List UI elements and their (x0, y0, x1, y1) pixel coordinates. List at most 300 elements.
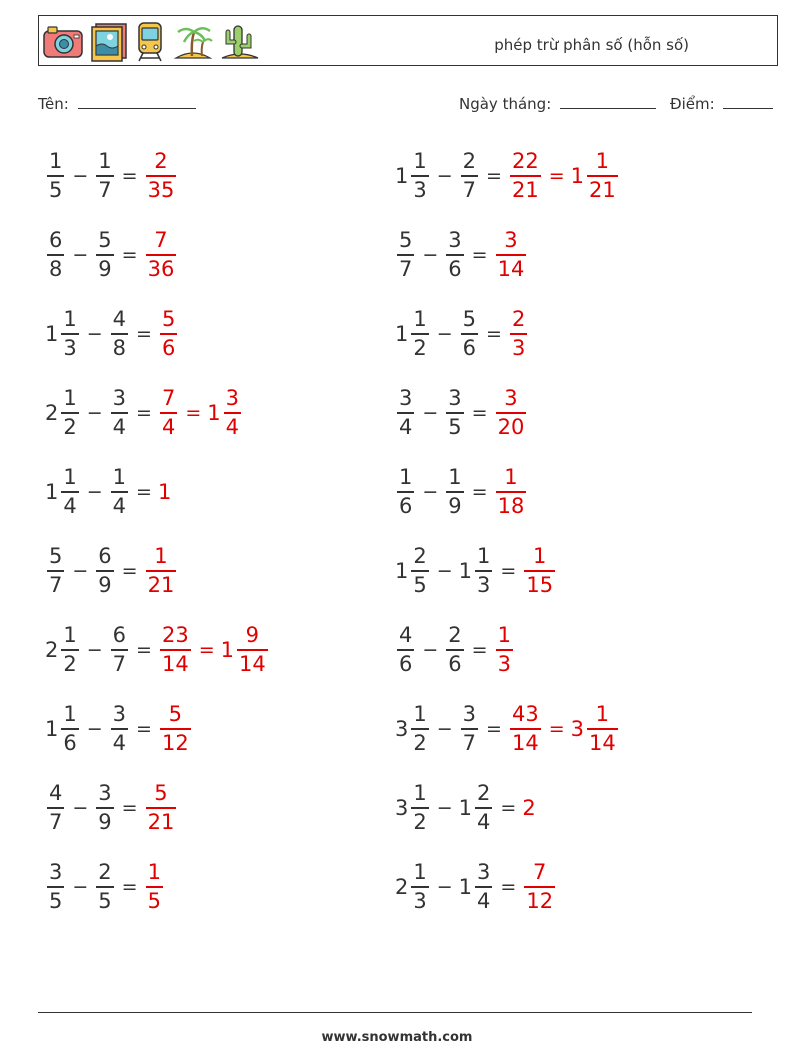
problem-item (45, 462, 172, 522)
numerator: 2 (448, 623, 462, 648)
palm-island-icon (172, 22, 214, 62)
denominator: 9 (98, 256, 112, 281)
problem-item (395, 857, 557, 917)
numerator: 6 (98, 544, 112, 569)
fraction (96, 783, 113, 833)
denominator: 21 (589, 177, 616, 202)
denominator: 36 (147, 256, 175, 281)
denominator: 3 (477, 572, 491, 597)
denominator: 6 (399, 651, 413, 676)
fraction (411, 546, 428, 596)
problem-item (45, 857, 165, 917)
answer (508, 151, 543, 201)
problem-item (395, 383, 528, 443)
denominator: 3 (413, 888, 427, 913)
numerator: 5 (161, 307, 176, 332)
answer (508, 309, 529, 359)
fraction (461, 151, 478, 201)
fraction-bar (411, 728, 428, 730)
fraction-bar (587, 175, 618, 177)
denominator: 3 (413, 177, 427, 202)
denominator: 14 (511, 730, 539, 755)
fraction-bar (160, 728, 191, 730)
denominator: 7 (112, 651, 127, 676)
denominator: 3 (497, 651, 511, 676)
whole-number: 1 (395, 164, 409, 188)
fraction (61, 309, 78, 359)
problem-item (45, 146, 178, 206)
numerator: 3 (49, 860, 63, 885)
fraction (411, 783, 428, 833)
fraction (146, 862, 163, 912)
denominator: 2 (63, 651, 77, 676)
denominator: 4 (63, 493, 77, 518)
minus-sign: − (436, 165, 453, 187)
denominator: 4 (112, 730, 127, 755)
numerator: 4 (49, 781, 63, 806)
fraction (146, 151, 177, 201)
whole-number: 3 (395, 796, 409, 820)
fraction (446, 388, 463, 438)
whole-number: 1 (157, 480, 172, 504)
name-field (38, 94, 196, 113)
numerator: 3 (448, 228, 462, 253)
fraction (61, 467, 78, 517)
denominator: 4 (477, 809, 491, 834)
numerator: 1 (477, 544, 491, 569)
score-label: Điểm: (670, 95, 715, 113)
fraction-bar (47, 175, 64, 177)
fraction (111, 309, 128, 359)
whole-number: 3 (570, 717, 584, 741)
denominator: 6 (462, 335, 477, 360)
answer (207, 388, 243, 438)
answer (158, 625, 193, 675)
numerator: 1 (413, 307, 427, 332)
fraction-bar (446, 491, 463, 493)
minus-sign: − (422, 402, 439, 424)
minus-sign: − (72, 244, 89, 266)
fraction (524, 546, 555, 596)
fraction (111, 625, 128, 675)
problem-item (45, 304, 179, 364)
denominator: 12 (526, 888, 554, 913)
fraction (496, 230, 527, 280)
denominator: 6 (161, 335, 176, 360)
numerator: 2 (477, 781, 491, 806)
denominator: 8 (49, 256, 63, 281)
fraction-bar (96, 254, 113, 256)
minus-sign: − (86, 718, 103, 740)
fraction (397, 388, 414, 438)
minus-sign: − (436, 797, 453, 819)
fraction-bar (411, 570, 428, 572)
fraction (587, 151, 618, 201)
fraction-bar (587, 728, 618, 730)
answer (494, 388, 529, 438)
answer-equals-sign: = (548, 165, 565, 187)
numerator: 6 (112, 623, 127, 648)
fraction (461, 309, 478, 359)
fraction (111, 704, 128, 754)
denominator: 7 (98, 177, 112, 202)
fraction-bar (237, 649, 268, 651)
fraction-bar (446, 412, 463, 414)
whole-number: 2 (522, 796, 536, 820)
denominator: 3 (63, 335, 77, 360)
numerator: 1 (98, 149, 112, 174)
numerator: 5 (49, 544, 63, 569)
problem-item (395, 541, 557, 601)
whole-number: 1 (45, 480, 59, 504)
denominator: 8 (112, 335, 127, 360)
fraction-bar (47, 886, 64, 888)
fraction (146, 230, 177, 280)
denominator: 6 (448, 651, 462, 676)
fraction-bar (61, 728, 78, 730)
fraction-bar (61, 491, 78, 493)
whole-number: 2 (395, 875, 409, 899)
answer (522, 862, 557, 912)
fraction-bar (411, 886, 428, 888)
problem-item (395, 699, 620, 759)
denominator: 4 (477, 888, 491, 913)
fraction-bar (47, 807, 64, 809)
denominator: 7 (49, 572, 63, 597)
fraction-bar (475, 570, 492, 572)
fraction-bar (47, 570, 64, 572)
fraction (160, 388, 177, 438)
answer (494, 230, 529, 280)
numerator: 3 (112, 702, 127, 727)
train-icon (134, 21, 166, 63)
fraction-bar (146, 886, 163, 888)
fraction (510, 309, 527, 359)
fraction (510, 704, 541, 754)
numerator: 1 (154, 544, 168, 569)
fraction-bar (397, 254, 414, 256)
fraction-bar (111, 333, 128, 335)
numerator: 1 (504, 465, 518, 490)
whole-number: 1 (458, 796, 473, 820)
numerator: 22 (511, 149, 539, 174)
numerator: 3 (504, 228, 518, 253)
numerator: 7 (154, 228, 168, 253)
equals-sign: = (500, 560, 517, 582)
equals-sign: = (136, 402, 152, 424)
denominator: 5 (147, 888, 161, 913)
denominator: 7 (49, 809, 63, 834)
denominator: 3 (511, 335, 526, 360)
numerator: 1 (413, 781, 427, 806)
answer (508, 704, 543, 754)
numerator: 2 (462, 149, 477, 174)
fraction (96, 230, 113, 280)
fraction (524, 862, 555, 912)
fraction (47, 230, 64, 280)
answer (144, 862, 165, 912)
minus-sign: − (86, 402, 103, 424)
denominator: 2 (413, 809, 427, 834)
answer (522, 796, 536, 820)
numerator: 2 (413, 544, 427, 569)
fraction (397, 467, 414, 517)
denominator: 4 (112, 493, 127, 518)
fraction (96, 546, 113, 596)
minus-sign: − (422, 244, 439, 266)
fraction-bar (397, 649, 414, 651)
denominator: 21 (511, 177, 539, 202)
fraction-bar (524, 570, 555, 572)
fraction-bar (446, 649, 463, 651)
minus-sign: − (436, 876, 453, 898)
fraction (160, 309, 177, 359)
fraction (111, 388, 128, 438)
numerator: 2 (154, 149, 168, 174)
denominator: 20 (497, 414, 525, 439)
equals-sign: = (121, 797, 138, 819)
answer (494, 467, 529, 517)
answer (144, 783, 179, 833)
numerator: 1 (63, 465, 77, 490)
numerator: 5 (168, 702, 183, 727)
fraction-bar (61, 649, 78, 651)
denominator: 14 (161, 651, 189, 676)
denominator: 5 (49, 177, 63, 202)
numerator: 9 (245, 623, 260, 648)
equals-sign: = (471, 481, 488, 503)
numerator: 23 (161, 623, 189, 648)
fraction-bar (461, 175, 478, 177)
whole-number: 1 (395, 559, 409, 583)
numerator: 5 (154, 781, 168, 806)
numerator: 4 (112, 307, 127, 332)
fraction-bar (61, 412, 78, 414)
numerator: 1 (399, 465, 413, 490)
equals-sign: = (121, 165, 138, 187)
numerator: 6 (49, 228, 63, 253)
problem-item (45, 383, 243, 443)
numerator: 1 (63, 307, 77, 332)
denominator: 4 (399, 414, 413, 439)
fraction (496, 625, 513, 675)
score-line[interactable] (723, 94, 773, 109)
fraction-bar (397, 412, 414, 414)
answer (158, 480, 172, 504)
whole-number: 1 (570, 164, 584, 188)
fraction (496, 467, 527, 517)
fraction (587, 704, 618, 754)
numerator: 1 (533, 544, 547, 569)
fraction-bar (146, 175, 177, 177)
problem-item (45, 699, 193, 759)
fraction (475, 783, 492, 833)
problem-item (395, 304, 529, 364)
answer (494, 625, 515, 675)
fraction-bar (496, 412, 527, 414)
fraction (146, 783, 177, 833)
fraction (61, 388, 78, 438)
equals-sign: = (471, 244, 488, 266)
answer (522, 546, 557, 596)
fraction-bar (510, 333, 527, 335)
minus-sign: − (72, 560, 89, 582)
denominator: 12 (161, 730, 189, 755)
equals-sign: = (500, 876, 517, 898)
denominator: 6 (448, 256, 462, 281)
problem-item (45, 778, 178, 838)
problem-item (45, 225, 178, 285)
worksheet-title: phép trừ phân số (hỗn số) (494, 36, 689, 54)
answer (158, 388, 179, 438)
equals-sign: = (471, 639, 488, 661)
denominator: 2 (413, 730, 427, 755)
fraction (160, 704, 191, 754)
numerator: 3 (504, 386, 518, 411)
fraction-bar (111, 649, 128, 651)
fraction-bar (496, 491, 527, 493)
denominator: 9 (448, 493, 462, 518)
denominator: 5 (49, 888, 63, 913)
denominator: 7 (462, 177, 477, 202)
fraction (411, 862, 428, 912)
equals-sign: = (136, 718, 152, 740)
fraction-bar (61, 333, 78, 335)
picture-icon (90, 22, 128, 62)
denominator: 7 (399, 256, 413, 281)
numerator: 3 (225, 386, 240, 411)
whole-number: 1 (458, 559, 473, 583)
name-line[interactable] (78, 94, 196, 109)
denominator: 4 (225, 414, 240, 439)
date-line[interactable] (560, 94, 656, 109)
numerator: 3 (399, 386, 413, 411)
numerator: 1 (63, 623, 77, 648)
numerator: 1 (413, 702, 427, 727)
fraction (160, 625, 191, 675)
denominator: 35 (147, 177, 175, 202)
name-label: Tên: (38, 95, 69, 113)
whole-number: 1 (45, 717, 59, 741)
numerator: 43 (511, 702, 539, 727)
fraction-bar (146, 807, 177, 809)
fraction (47, 546, 64, 596)
cactus-icon (220, 22, 260, 62)
camera-icon (42, 23, 84, 61)
numerator: 1 (63, 386, 77, 411)
denominator: 18 (497, 493, 525, 518)
whole-number: 2 (45, 638, 59, 662)
numerator: 5 (399, 228, 413, 253)
denominator: 21 (147, 572, 175, 597)
fraction (496, 388, 527, 438)
numerator: 2 (511, 307, 526, 332)
fraction-bar (160, 333, 177, 335)
answer (144, 151, 179, 201)
minus-sign: − (86, 639, 103, 661)
answer (144, 546, 179, 596)
fraction (146, 546, 177, 596)
date-label: Ngày tháng: (459, 95, 552, 113)
numerator: 3 (98, 781, 112, 806)
fraction-bar (461, 333, 478, 335)
fraction (461, 704, 478, 754)
fraction-bar (475, 807, 492, 809)
whole-number: 1 (395, 322, 409, 346)
problem-item (395, 620, 515, 680)
problem-item (395, 778, 537, 838)
fraction (397, 625, 414, 675)
numerator: 5 (98, 228, 112, 253)
fraction (397, 230, 414, 280)
score-field (670, 94, 773, 113)
numerator: 1 (595, 149, 610, 174)
fraction (47, 151, 64, 201)
fraction-bar (96, 807, 113, 809)
minus-sign: − (86, 481, 103, 503)
minus-sign: − (72, 165, 89, 187)
numerator: 2 (98, 860, 112, 885)
fraction (111, 467, 128, 517)
fraction (224, 388, 241, 438)
numerator: 1 (497, 623, 511, 648)
fraction-bar (496, 254, 527, 256)
denominator: 5 (98, 888, 112, 913)
minus-sign: − (436, 560, 453, 582)
problem-item (395, 146, 620, 206)
numerator: 3 (112, 386, 127, 411)
fraction (411, 151, 428, 201)
numerator: 3 (477, 860, 491, 885)
fraction-bar (446, 254, 463, 256)
answer-equals-sign: = (185, 402, 202, 424)
fraction (475, 546, 492, 596)
numerator: 1 (413, 149, 427, 174)
minus-sign: − (422, 481, 439, 503)
fraction-bar (111, 491, 128, 493)
minus-sign: − (436, 323, 453, 345)
fraction (510, 151, 541, 201)
equals-sign: = (136, 323, 152, 345)
date-field (459, 94, 656, 113)
fraction (411, 309, 428, 359)
problem-item (395, 225, 528, 285)
fraction (446, 625, 463, 675)
fraction (47, 862, 64, 912)
fraction (96, 151, 113, 201)
denominator: 14 (239, 651, 266, 676)
answer-equals-sign: = (198, 639, 215, 661)
numerator: 5 (462, 307, 477, 332)
numerator: 1 (63, 702, 77, 727)
numerator: 7 (533, 860, 547, 885)
problem-item (45, 620, 270, 680)
denominator: 6 (63, 730, 77, 755)
denominator: 7 (462, 730, 477, 755)
fraction (475, 862, 492, 912)
denominator: 5 (413, 572, 427, 597)
footer-divider (38, 1012, 752, 1013)
denominator: 4 (161, 414, 176, 439)
fraction-bar (111, 728, 128, 730)
fraction-bar (475, 886, 492, 888)
numerator: 3 (462, 702, 477, 727)
whole-number: 1 (45, 322, 59, 346)
whole-number: 1 (207, 401, 221, 425)
fraction-bar (160, 649, 191, 651)
fraction (61, 625, 78, 675)
fraction (446, 230, 463, 280)
